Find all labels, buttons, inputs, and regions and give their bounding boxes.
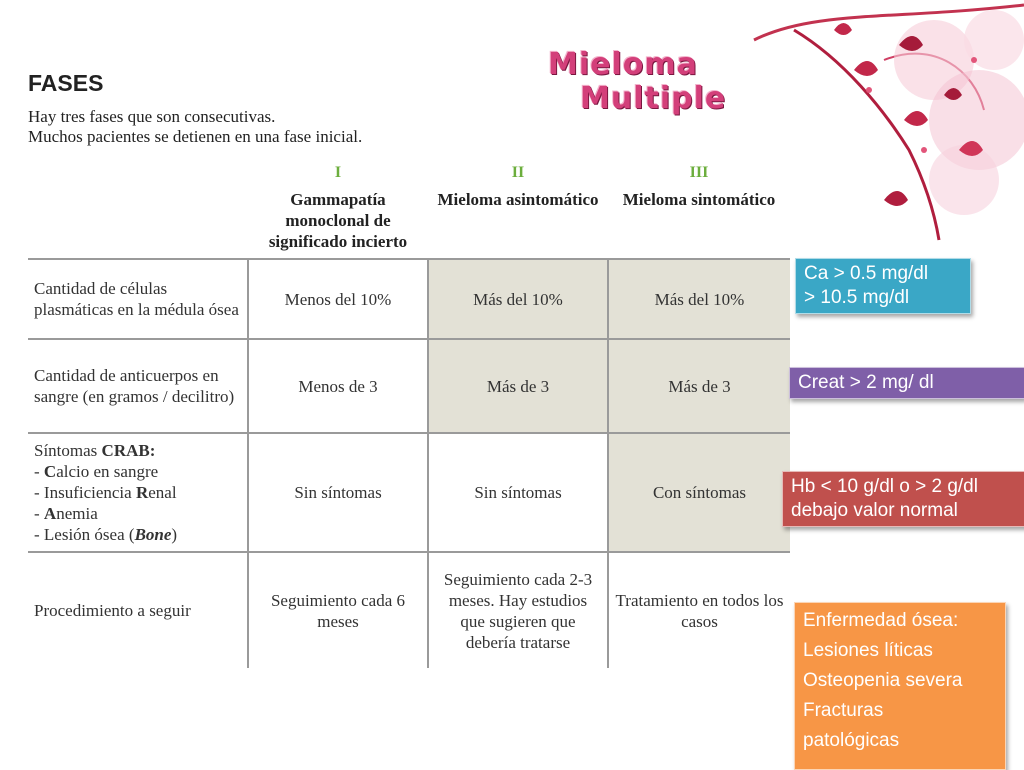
table-cell: Con síntomas [608,433,790,552]
table-cell: Más de 3 [608,339,790,433]
section-heading: FASES [28,70,104,96]
title-line-2: Multiple [580,81,727,116]
callout-line: Lesiones líticas [803,640,933,661]
crab-item-letter: Bone [134,525,172,544]
table-cell: Más de 3 [428,339,608,433]
table-row [28,339,790,433]
crab-item-letter: A [43,504,57,523]
phase-label: Gammapatía monoclonal de significado incierto [268,190,408,251]
callout-line: Osteopenia severa [803,670,963,691]
crab-item-rest: enal [148,483,177,502]
table-cell: Sin síntomas [428,433,608,552]
phase-number: II [511,164,525,181]
crab-item-pre: - [34,504,44,523]
crab-item [34,482,241,503]
slide-title [548,48,726,116]
table-cell: Menos de 3 [248,339,428,433]
floral-swirl-icon [754,5,1024,240]
row-label: Cantidad de células plasmáticas en la médula ósea [28,259,248,339]
table-row [28,433,790,552]
crab-acronym: CRAB: [101,441,156,460]
crab-item-rest: nemia [56,504,98,523]
callout-line: Enfermedad ósea: [803,610,959,631]
table-cell: Tratamiento en todos los casos [608,552,790,668]
phase-label: Mieloma asintomático [437,190,599,209]
crab-item [34,503,241,524]
crab-item-rest: ) [171,525,178,544]
intro-line: Muchos pacientes se detienen en una fase inicial. [28,127,363,146]
section-intro [28,107,362,147]
header-empty [28,158,248,259]
crab-item-letter: C [43,462,57,481]
table-cell: Más del 10% [428,259,608,339]
callout-line: Ca > 0.5 mg/dl [804,263,929,284]
table-row [28,259,790,339]
phase-number: I [334,164,342,181]
callout-creatinine [789,367,1024,399]
title-line-1: Mieloma [548,47,698,82]
callout-line: debajo valor normal [791,500,958,521]
phases-table [28,158,790,668]
table-cell: Menos del 10% [248,259,428,339]
crab-item-rest: alcio en sangre [56,462,159,481]
callout-line: patológicas [803,730,900,751]
crab-item-letter: R [135,483,149,502]
row-label: Cantidad de anticuerpos en sangre (en gramos / decilitro) [28,339,248,433]
table-cell: Seguimiento cada 2-3 meses. Hay estudios que sugieren que debería tratarse [428,552,608,668]
crab-item-pre: - Lesión ósea ( [34,525,135,544]
callout-line: Fracturas [803,700,884,721]
phase-number: III [689,164,709,181]
phase-label: Mieloma sintomático [622,190,776,209]
table-header-row [28,158,790,259]
column-header [248,158,428,259]
table-cell: Seguimiento cada 6 meses [248,552,428,668]
row-label-crab [28,433,248,552]
row-label: Procedimiento a seguir [28,552,248,668]
crab-item-pre: - Insuficiencia [34,483,136,502]
callout-hemoglobin [782,471,1024,527]
callout-bone-disease [794,602,1006,770]
column-header [428,158,608,259]
table-cell: Más del 10% [608,259,790,339]
crab-item-pre: - [34,462,44,481]
callout-line: Hb < 10 g/dl o > 2 g/dl [791,476,978,497]
intro-line: Hay tres fases que son consecutivas. [28,107,276,126]
crab-item [34,524,241,545]
crab-item [34,461,241,482]
column-header [608,158,790,259]
callout-calcium [795,258,971,314]
table-cell: Sin síntomas [248,433,428,552]
callout-line: Creat > 2 mg/ dl [798,372,934,393]
callout-line: > 10.5 mg/dl [804,287,910,308]
table-row [28,552,790,668]
crab-title-text: Síntomas [34,441,102,460]
crab-title [34,440,241,461]
